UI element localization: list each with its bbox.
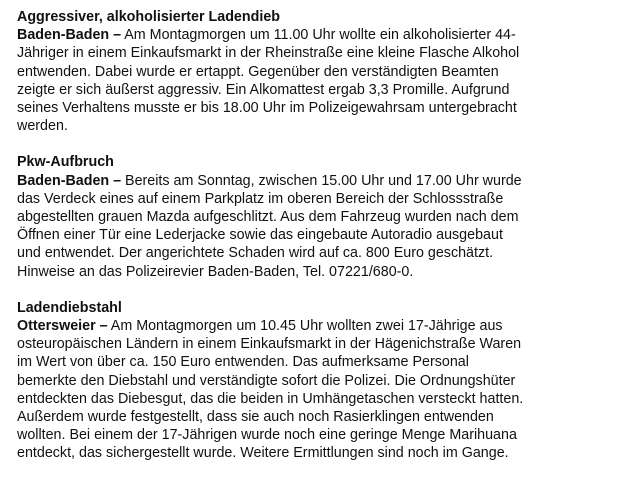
- article-line: Hinweise an das Polizeirevier Baden-Baden, Tel. 07221/680-0.: [17, 263, 414, 280]
- article-line: werden.: [17, 118, 68, 135]
- article-headline: Ladendiebstahl: [17, 299, 122, 316]
- article-location: Ottersweier –: [17, 318, 108, 335]
- article-line: bemerkte den Diebstahl und verständigte sofort die Polizei. Die Ordnungshüter: [17, 372, 516, 389]
- article-line: Am Montagmorgen um 10.45 Uhr wollten zwei 17-Jährige aus: [107, 318, 503, 335]
- article-line: Außerdem wurde festgestellt, dass sie auch noch Rasierklingen entwenden: [17, 409, 494, 426]
- article-location: Baden-Baden –: [17, 27, 122, 44]
- article-body: [17, 172, 617, 281]
- article-line: Öffnen einer Tür eine Lederjacke sowie das eingebaute Autoradio ausgebaut: [17, 227, 503, 244]
- article-line: wollten. Bei einem der 17-Jährigen wurde noch eine geringe Menge Marihuana: [17, 427, 517, 444]
- article-headline: Aggressiver, alkoholisierter Ladendieb: [17, 9, 280, 25]
- article-ladendiebstahl: [17, 299, 617, 463]
- article-line: entwenden. Dabei wurde er ertappt. Gegenüber den verständigten Beamten: [17, 63, 499, 80]
- article-headline: Pkw-Aufbruch: [17, 154, 114, 171]
- article-body: [17, 26, 617, 135]
- article-line: entdeckt, das sichergestellt wurde. Weitere Ermittlungen sind noch im Gange.: [17, 445, 509, 462]
- article-line: seines Verhaltens musste er bis 18.00 Uhr im Polizeigewahrsam untergebracht: [17, 100, 517, 117]
- article-line: entdeckten das Diebesgut, das die beiden in Umhängetaschen versteckt hatten.: [17, 390, 524, 407]
- article-ladendieb: [17, 8, 617, 135]
- article-line: und entwendet. Der angerichtete Schaden wird auf ca. 800 Euro geschätzt.: [17, 245, 494, 262]
- article-line: Bereits am Sonntag, zwischen 15.00 Uhr und 17.00 Uhr wurde: [121, 172, 522, 189]
- article-line: osteuropäischen Ländern in einem Einkaufsmarkt in der Hägenichstraße Waren: [17, 336, 522, 353]
- document-page: [17, 8, 617, 481]
- article-line: im Wert von über ca. 150 Euro entwenden. Das aufmerksame Personal: [17, 354, 469, 371]
- article-body: [17, 317, 617, 463]
- article-line: abgestellten grauen Mazda aufgeschlitzt. Aus dem Fahrzeug wurden nach dem: [17, 209, 519, 226]
- article-line: zeigte er sich äußerst aggressiv. Ein Alkomattest ergab 3,3 Promille. Aufgrund: [17, 81, 510, 98]
- article-line: das Verdeck eines auf einem Parkplatz im oberen Bereich der Schlossstraße: [17, 190, 504, 207]
- article-line: Jähriger in einem Einkaufsmarkt in der Rheinstraße eine kleine Flasche Alkohol: [17, 45, 520, 62]
- article-location: Baden-Baden –: [17, 172, 122, 189]
- article-pkw-aufbruch: [17, 153, 617, 280]
- article-line: Am Montagmorgen um 11.00 Uhr wollte ein alkoholisierter 44-: [121, 27, 516, 44]
